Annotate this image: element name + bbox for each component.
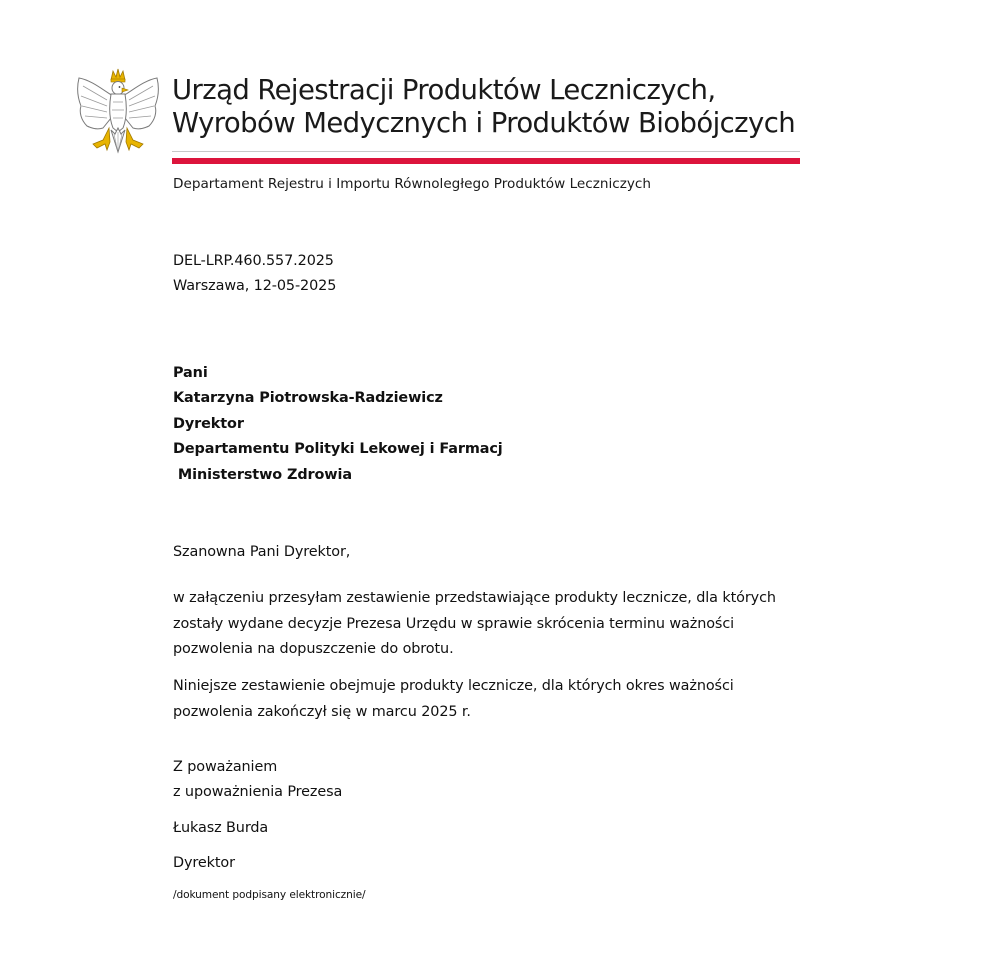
signer-name: Łukasz Burda — [173, 820, 269, 836]
header-divider-thin — [172, 151, 800, 152]
paragraph-2-line-1: Niniejsze zestawienie obejmuje produkty lecznicze, dla których okres ważności — [173, 678, 734, 694]
recipient-title: Pani — [173, 365, 208, 381]
recipient-position: Dyrektor — [173, 416, 244, 432]
paragraph-1-line-2: zostały wydane decyzje Prezesa Urzędu w sprawie skrócenia terminu ważności — [173, 615, 735, 632]
electronic-signature-note: /dokument podpisany elektronicznie/ — [173, 889, 366, 901]
body-paragraph-1 — [173, 586, 813, 663]
institution-name — [172, 74, 832, 140]
department-name: Departament Rejestru i Importu Równoległego Produktów Leczniczych — [173, 176, 652, 192]
greeting: Szanowna Pani Dyrektor, — [173, 544, 351, 560]
recipient-department: Departamentu Polityki Lekowej i Farmacj — [173, 441, 503, 457]
polish-eagle-emblem-icon — [73, 66, 163, 166]
authorization-line: z upoważnienia Prezesa — [173, 784, 343, 800]
reference-number: DEL-LRP.460.557.2025 — [173, 253, 334, 269]
closing-phrase: Z poważaniem — [173, 759, 278, 775]
recipient-ministry: Ministerstwo Zdrowia — [173, 467, 352, 483]
institution-name-line-2: Wyrobów Medycznych i Produktów Biobójczych — [172, 107, 796, 139]
header-divider-red — [172, 158, 800, 164]
paragraph-1-line-3: pozwolenia na dopuszczenie do obrotu. — [173, 641, 454, 657]
paragraph-1-line-1: w załączeniu przesyłam zestawienie przedstawiające produkty lecznicze, dla których — [173, 590, 776, 606]
paragraph-2-line-2: pozwolenia zakończył się w marcu 2025 r. — [173, 703, 471, 720]
body-paragraph-2 — [173, 674, 813, 725]
institution-name-line-1: Urząd Rejestracji Produktów Leczniczych, — [172, 74, 716, 106]
place-and-date: Warszawa, 12-05-2025 — [173, 278, 337, 294]
signer-title: Dyrektor — [173, 855, 235, 871]
recipient-name: Katarzyna Piotrowska-Radziewicz — [173, 390, 443, 406]
